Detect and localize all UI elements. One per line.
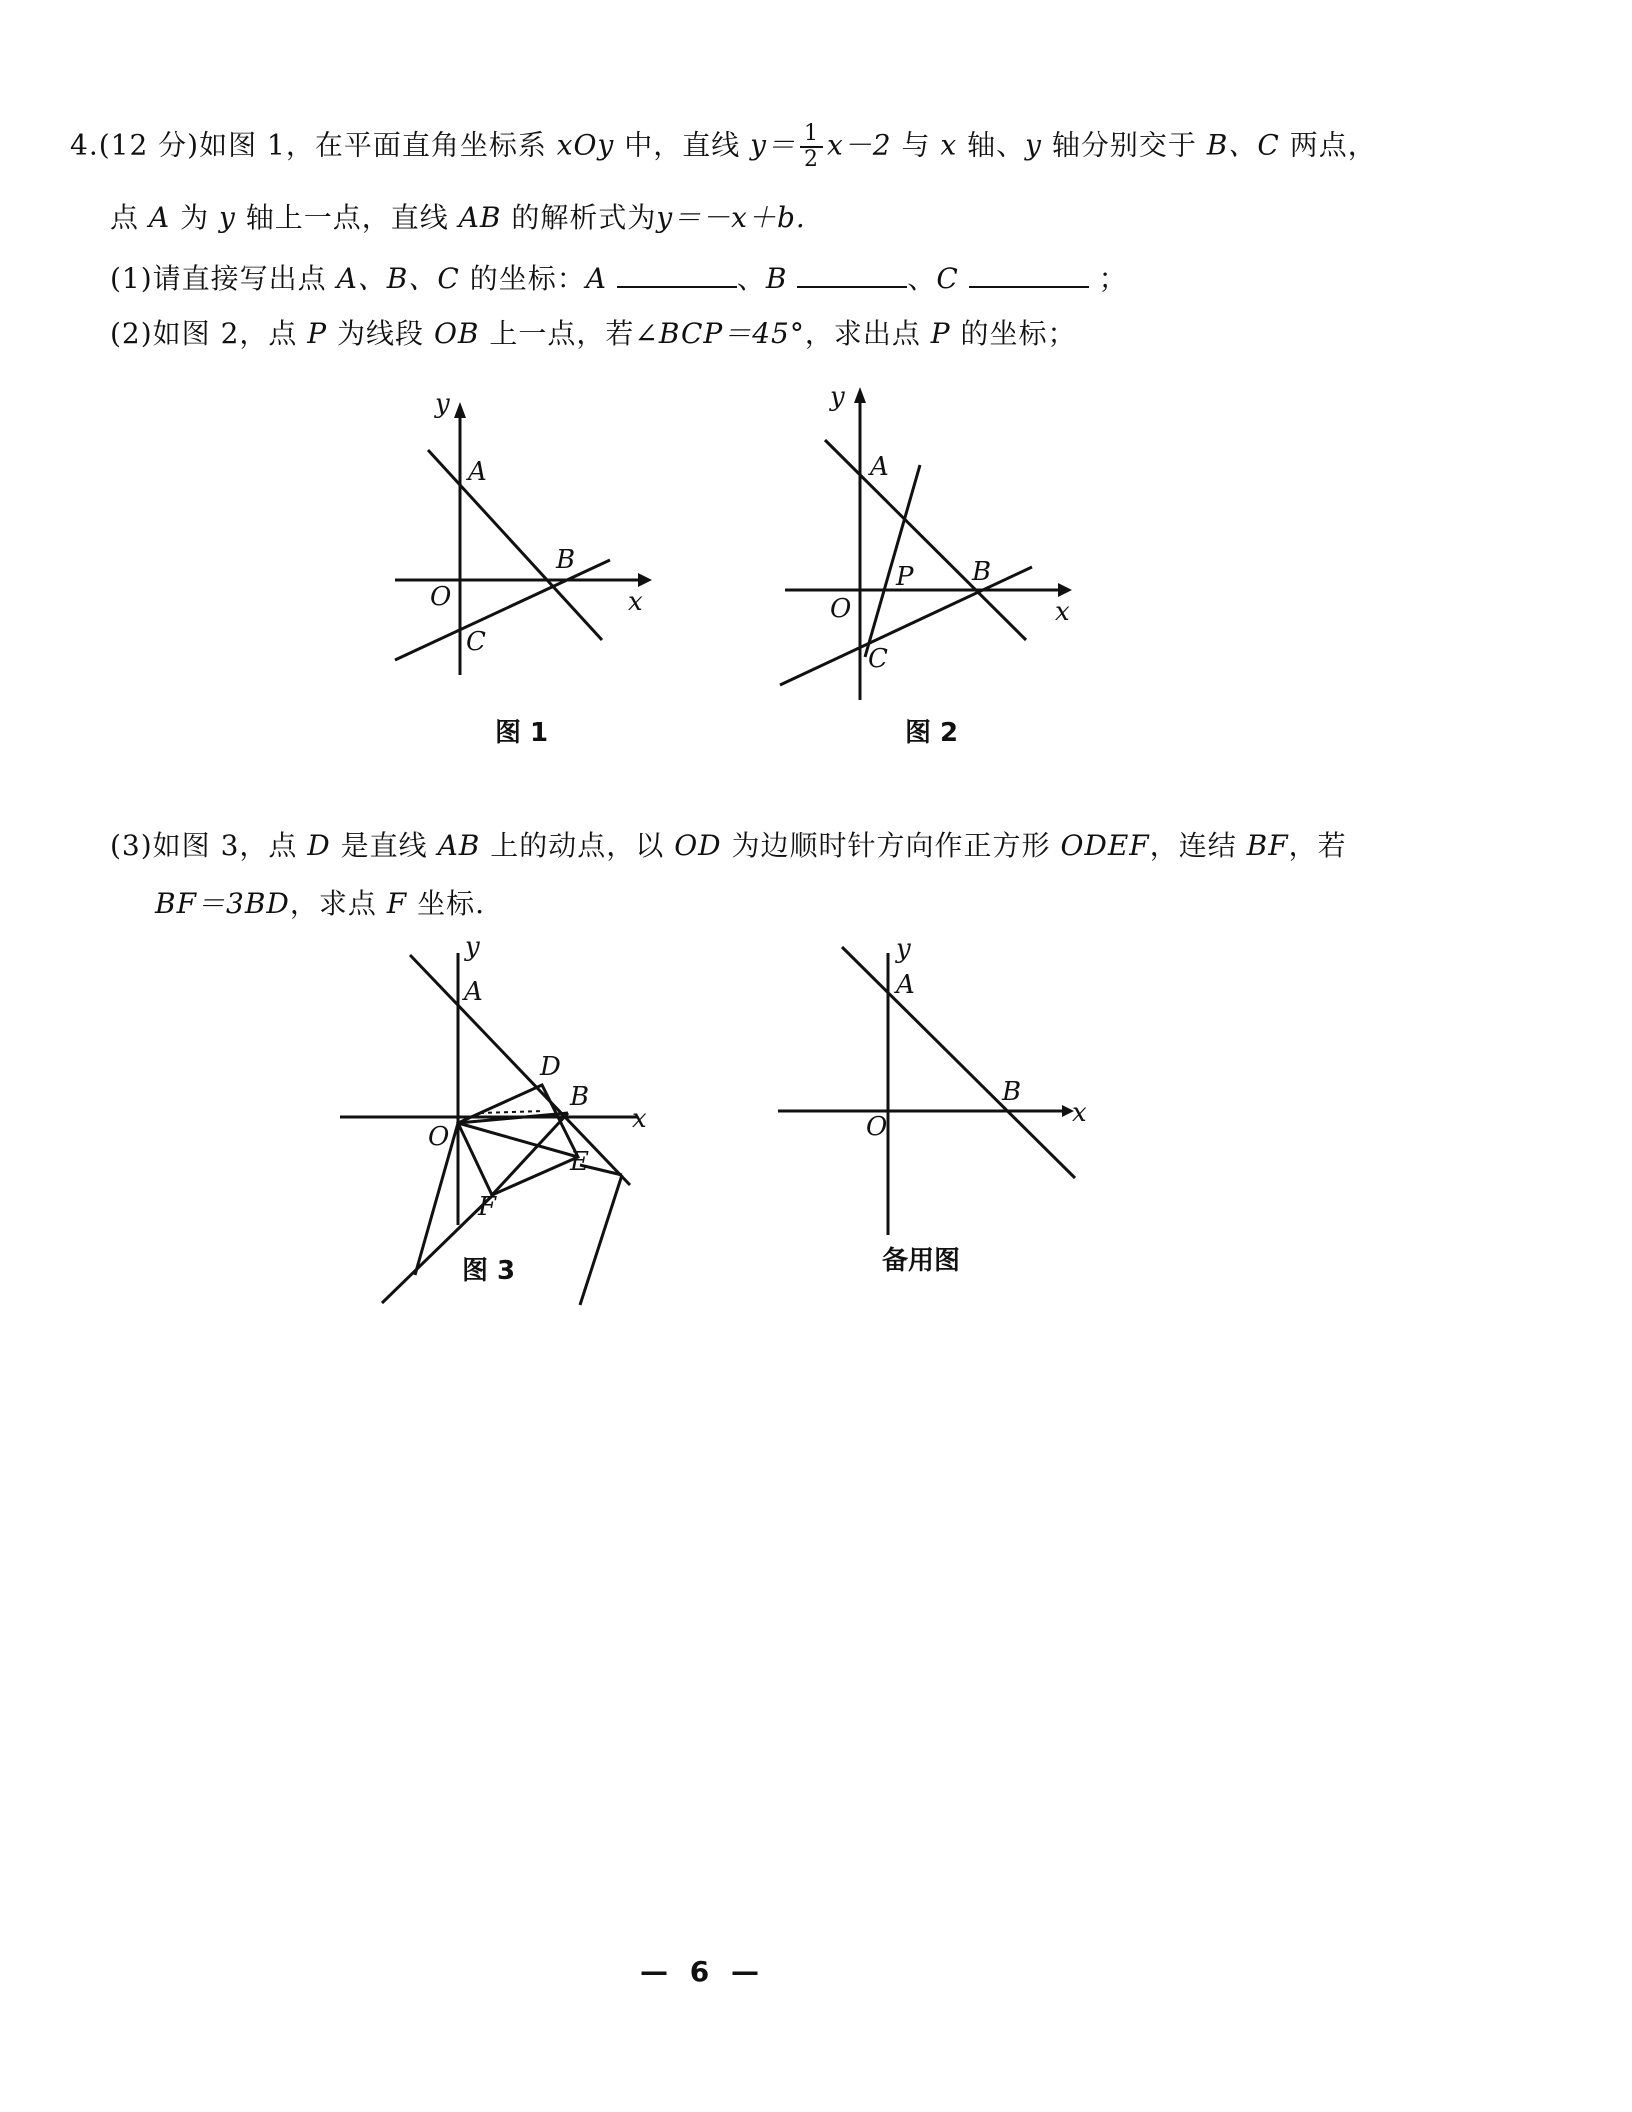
label-a: A <box>896 970 915 1000</box>
label-p: P <box>896 562 914 592</box>
figure-3-caption: 图 3 <box>462 1256 516 1286</box>
figure-backup-caption: 备用图 <box>882 1246 961 1276</box>
figure-2-caption: 图 2 <box>905 718 959 748</box>
label-c: C <box>868 644 888 674</box>
label-c: C <box>466 627 486 657</box>
label-x: x <box>632 1104 647 1134</box>
label-o: O <box>830 594 852 624</box>
segment-bf <box>492 1113 568 1195</box>
label-f: F <box>478 1192 497 1222</box>
page-number: — 6 — <box>640 1955 765 1988</box>
label-x: x <box>628 587 643 617</box>
label-a: A <box>464 977 483 1007</box>
label-o: O <box>866 1112 888 1142</box>
line-cp <box>865 465 920 657</box>
label-d: D <box>540 1052 561 1082</box>
label-o: O <box>428 1122 450 1152</box>
question-intro-line1: 4.(12 分)如图 1，在平面直角坐标系 xOy 中，直线 y＝ $\frac{1}{2}$ x－2 与 x 轴、y 轴分别交于 B、C 两点， <box>70 121 1377 172</box>
answer-blank-c[interactable] <box>969 256 1089 288</box>
label-y: y <box>435 389 450 419</box>
question-score: (12 分) <box>98 128 200 162</box>
label-a: A <box>870 452 889 482</box>
answer-blank-b[interactable] <box>797 256 907 288</box>
part3-line2: BF＝3BD，求点 F 坐标. <box>155 887 486 920</box>
line-ab <box>842 947 1075 1178</box>
label-y: y <box>830 382 845 412</box>
fraction-one-half: $\frac{1}{2}$ <box>800 122 823 172</box>
dashed-inner <box>480 1111 542 1113</box>
label-b: B <box>972 557 992 587</box>
label-a: A <box>468 457 487 487</box>
figure-2 <box>770 375 1090 705</box>
part3-line1: (3)如图 3，点 D 是直线 AB 上的动点，以 OD 为边顺时针方向作正方形 ODEF，连结 BF，若 <box>110 829 1347 862</box>
line-ab <box>428 450 602 640</box>
segment-oe <box>458 1123 578 1157</box>
line-bc <box>395 560 610 660</box>
answer-blank-a[interactable] <box>617 256 737 288</box>
question-intro-line2: 点 A 为 y 轴上一点，直线 AB 的解析式为y＝－x＋b. <box>110 201 806 234</box>
y-axis-arrow <box>454 402 466 418</box>
label-x: x <box>1055 597 1070 627</box>
label-x: x <box>1072 1098 1087 1128</box>
part1-line: (1)请直接写出点 A、B、C 的坐标：A 、B 、C ； <box>110 256 1128 299</box>
label-b: B <box>556 545 576 575</box>
x-axis-arrow <box>1058 583 1072 597</box>
figure-1 <box>380 390 670 690</box>
part2-line: (2)如图 2，点 P 为线段 OB 上一点，若∠BCP＝45°，求出点 P 的坐标； <box>110 317 1077 350</box>
figure-backup <box>770 935 1100 1235</box>
label-o: O <box>430 582 452 612</box>
y-axis-arrow <box>854 387 866 403</box>
label-e: E <box>570 1147 589 1177</box>
line-right-drop <box>580 1175 622 1305</box>
label-y: y <box>465 932 480 962</box>
label-b: B <box>570 1082 590 1112</box>
label-b: B <box>1002 1077 1022 1107</box>
figure-1-caption: 图 1 <box>495 718 549 748</box>
question-number: 4. <box>70 128 99 162</box>
x-axis-arrow <box>638 573 652 587</box>
line-ab <box>825 440 1026 640</box>
label-y: y <box>896 934 911 964</box>
